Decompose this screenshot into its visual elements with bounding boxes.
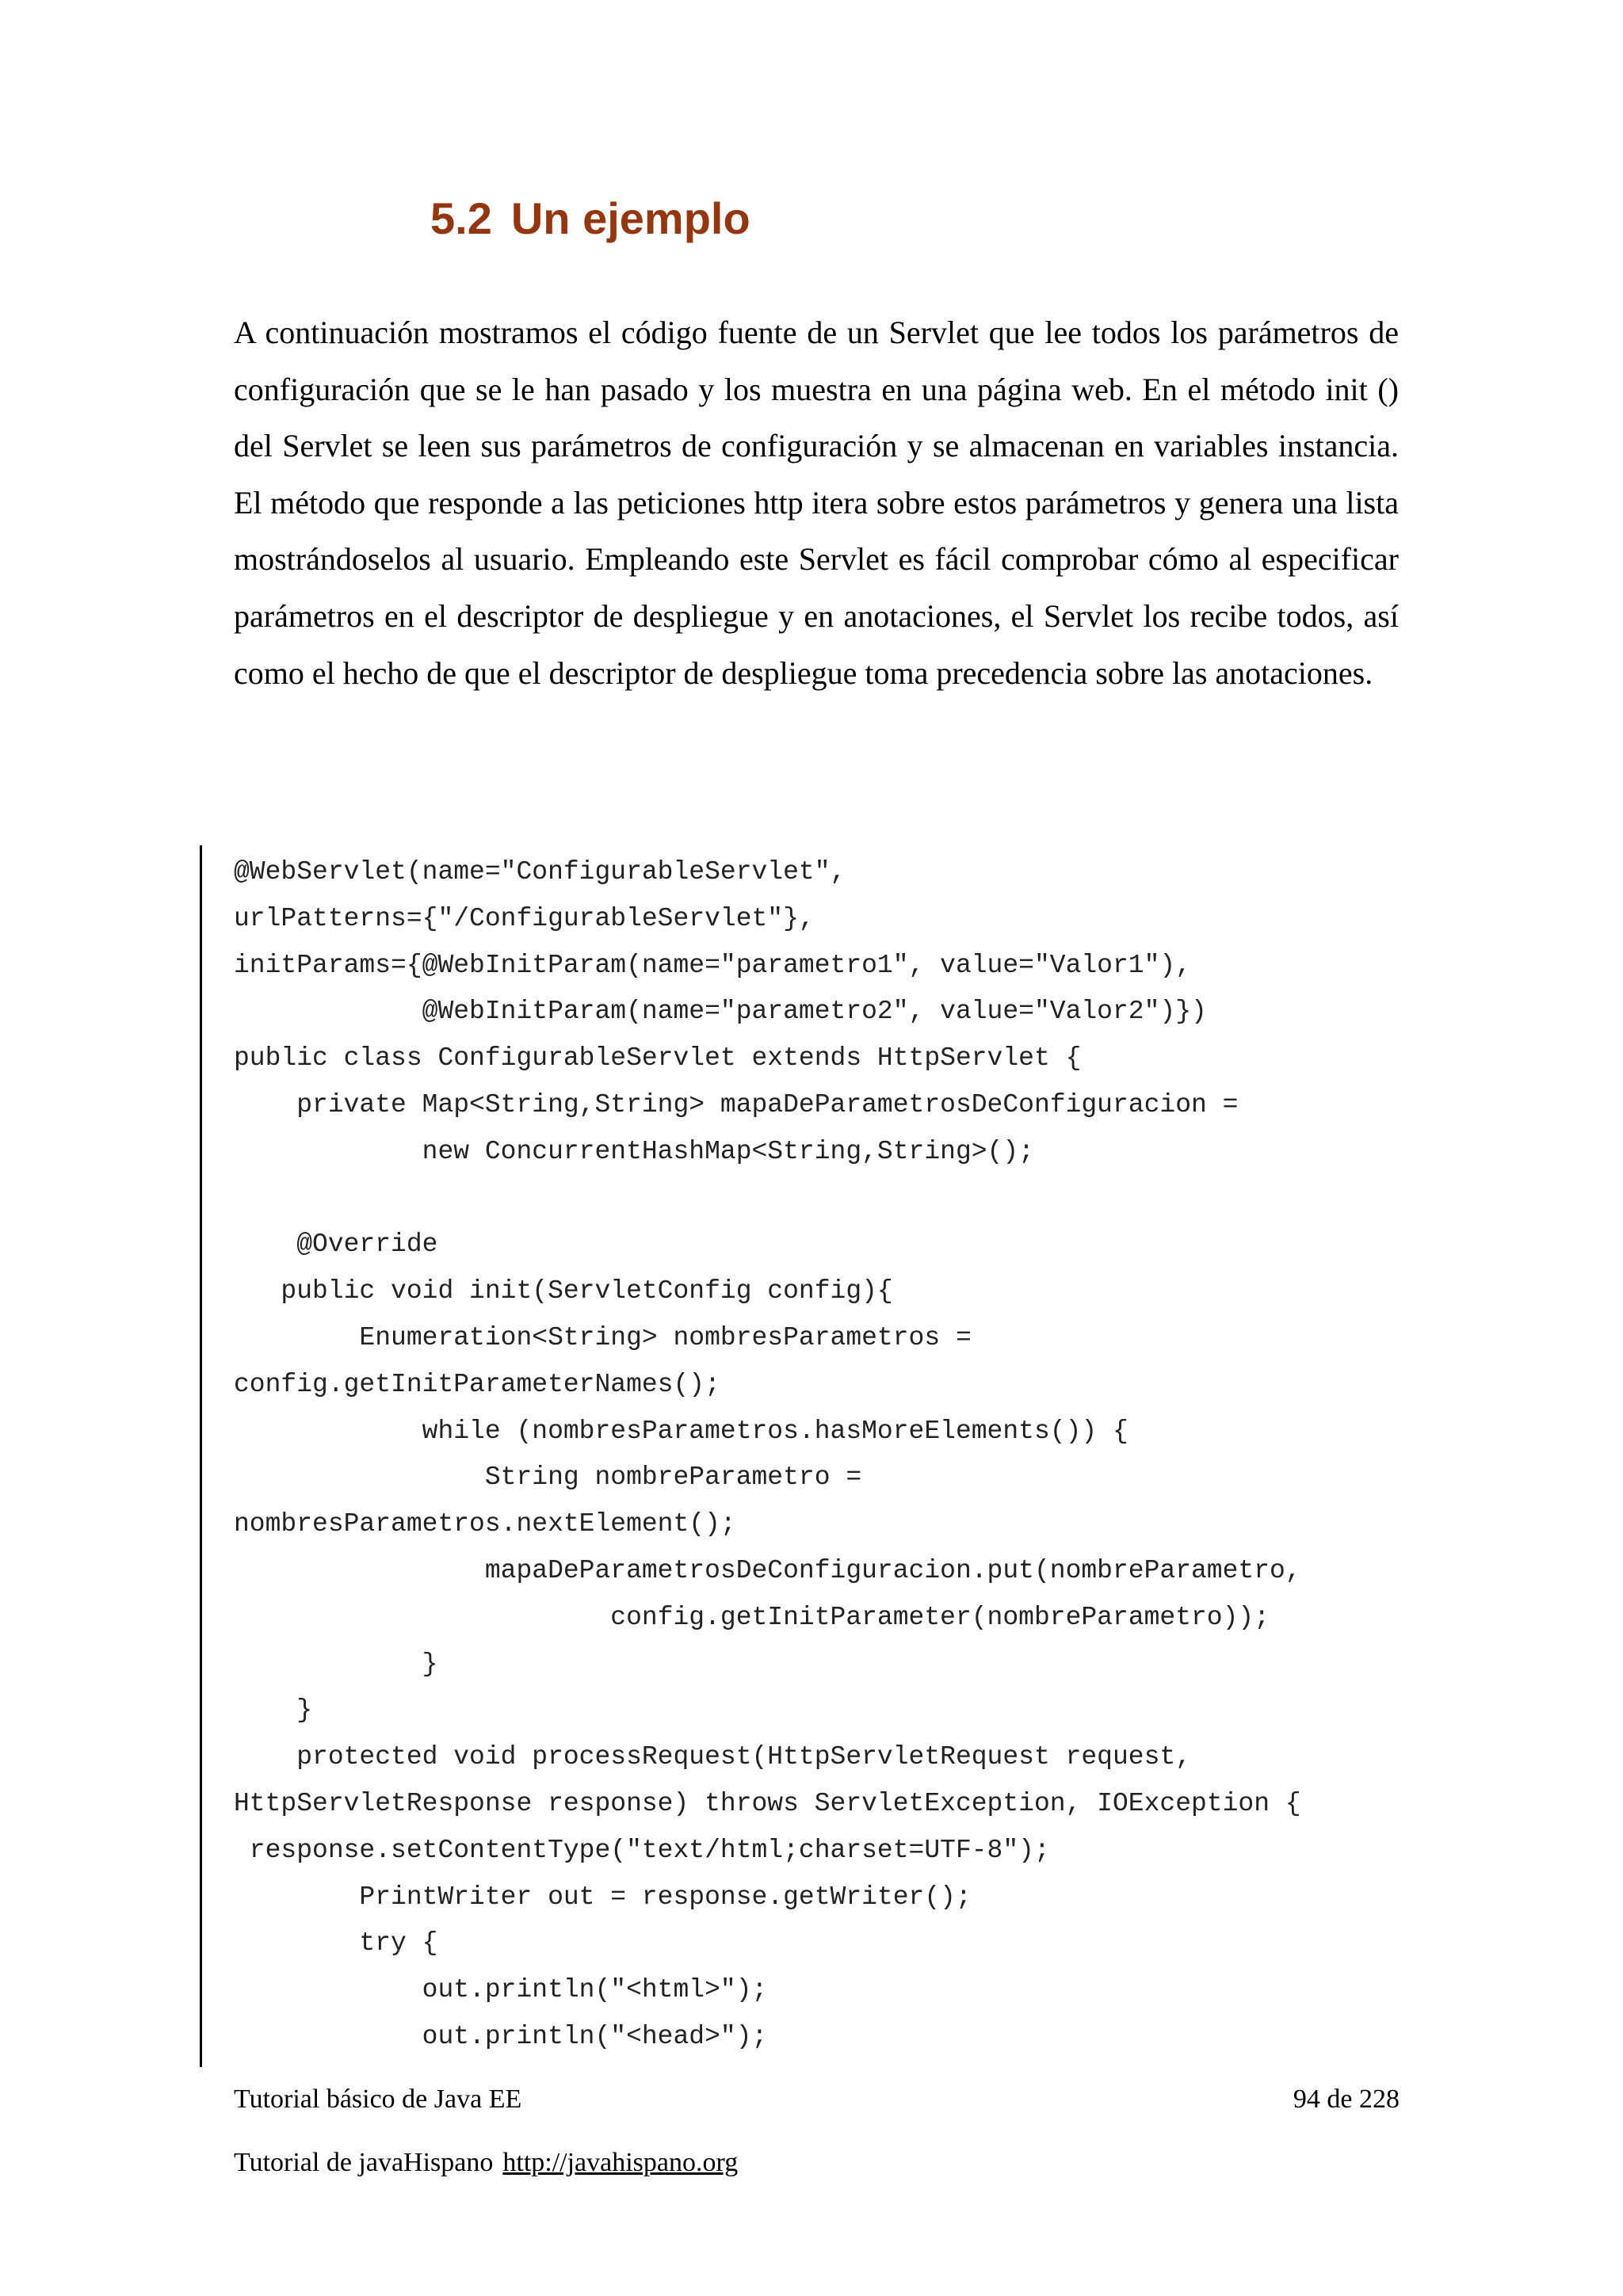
code-line: @Override: [234, 1230, 438, 1260]
code-line: public class ConfigurableServlet extends HttpServlet {: [234, 1043, 1082, 1074]
code-line: mapaDeParametrosDeConfiguracion.put(nombreParametro,: [234, 1555, 1301, 1585]
code-line: urlPatterns={"/ConfigurableServlet"},: [234, 903, 815, 933]
code-line: HttpServletResponse response) throws ServletException, IOException {: [234, 1788, 1301, 1818]
section-heading: [430, 187, 750, 250]
code-line: private Map<String,String> mapaDeParametrosDeConfiguracion =: [234, 1089, 1239, 1119]
code-line: Enumeration<String> nombresParametros =: [234, 1322, 972, 1352]
footer-page-number: 94 de 228: [1293, 2084, 1400, 2114]
code-line: new ConcurrentHashMap<String,String>();: [234, 1136, 1034, 1166]
footer-publisher: [234, 2144, 738, 2182]
code-line: response.setContentType("text/html;charset=UTF-8");: [234, 1835, 1050, 1865]
code-line: try {: [234, 1928, 438, 1958]
code-line: nombresParametros.nextElement();: [234, 1509, 736, 1539]
code-block-border: [200, 845, 202, 2067]
code-line: }: [234, 1695, 313, 1726]
footer-publisher-text: Tutorial de javaHispano: [234, 2148, 494, 2177]
code-line: initParams={@WebInitParam(name="parametro1", value="Valor1"),: [234, 950, 1191, 980]
code-line: PrintWriter out = response.getWriter();: [234, 1882, 972, 1912]
code-line: config.getInitParameterNames();: [234, 1369, 720, 1399]
code-line: out.println("<head>");: [234, 2021, 768, 2051]
code-line: @WebInitParam(name="parametro2", value="Valor2")}): [234, 997, 1207, 1027]
code-line: while (nombresParametros.hasMoreElements()) {: [234, 1416, 1128, 1446]
code-line: public void init(ServletConfig config){: [234, 1276, 893, 1306]
footer-link[interactable]: http://javahispano.org: [502, 2148, 739, 2177]
code-line: [234, 1176, 1301, 1222]
code-line: @WebServlet(name="ConfigurableServlet",: [234, 857, 846, 887]
code-line: }: [234, 1649, 438, 1679]
code-line: protected void processRequest(HttpServletRequest request,: [234, 1742, 1191, 1772]
code-block: [234, 849, 1301, 2061]
code-line: String nombreParametro =: [234, 1463, 862, 1493]
intro-paragraph: A continuación mostramos el código fuente de un Servlet que lee todos los parámetros de configuración que se le han pasado y los muestra en una página web. En el método init () del Servlet se leen sus parámetros de configuración y se almacenan en variables instancia. El método que responde a las peticiones http itera sobre estos parámetros y genera una lista mostrándoselos al usuario. Empleando este Servlet es fácil comprobar cómo al especificar parámetros en el descriptor de despliegue y en anotaciones, el Servlet los recibe todos, así como el hecho de que el descriptor de despliegue toma precedencia sobre las anotaciones.: [234, 315, 1399, 691]
section-number: 5.2: [430, 193, 492, 243]
code-line: config.getInitParameter(nombreParametro));: [234, 1602, 1270, 1632]
code-line: out.println("<html>");: [234, 1975, 768, 2005]
section-title: Un ejemplo: [510, 193, 750, 243]
footer-title: Tutorial básico de Java EE: [234, 2084, 522, 2114]
